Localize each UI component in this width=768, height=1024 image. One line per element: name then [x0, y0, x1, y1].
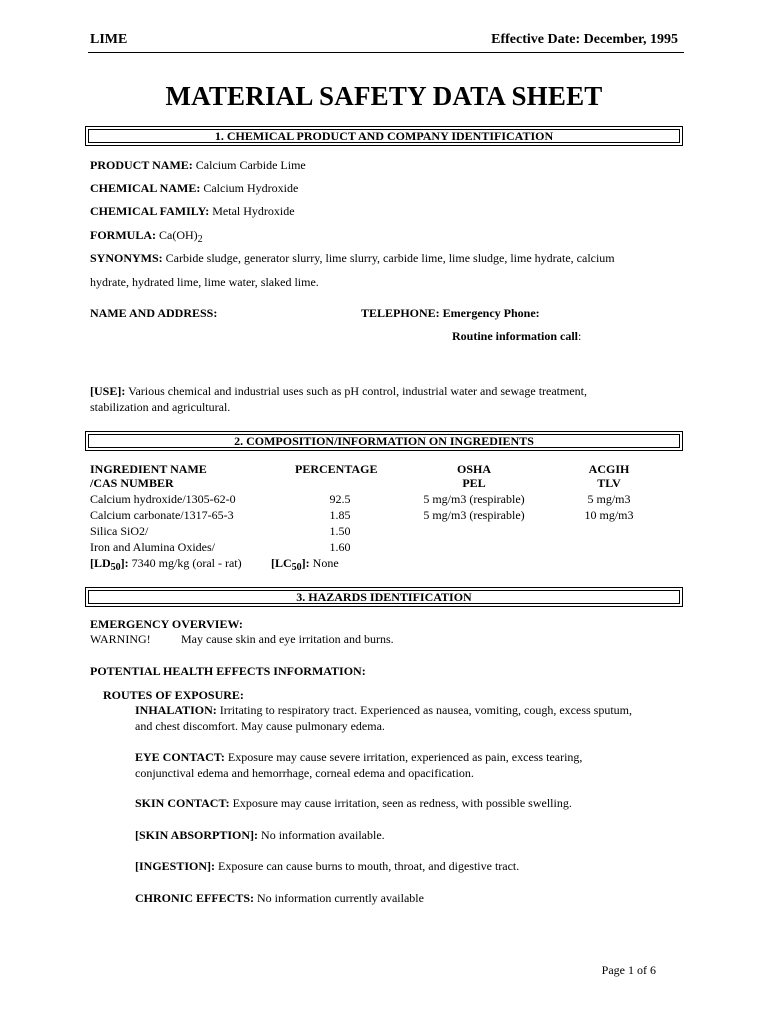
percentage-cell: 1.60	[329, 540, 351, 554]
percentage-cell: 1.85	[329, 508, 351, 522]
skin-contact-row	[135, 796, 572, 810]
emergency-overview-heading: EMERGENCY OVERVIEW:	[90, 617, 243, 631]
lc50-value: None	[312, 556, 339, 570]
skin-absorption-text: No information available.	[261, 828, 385, 842]
page-number: Page 1 of 6	[601, 963, 656, 977]
formula-value: $Ca(OH)_2$	[159, 228, 203, 245]
col-percentage-header: PERCENTAGE	[295, 462, 378, 476]
warning-text: May cause skin and eye irritation and burns.	[181, 632, 394, 646]
percentage-cell: 92.5	[329, 492, 351, 506]
name-address-label: NAME AND ADDRESS:	[90, 306, 218, 320]
product-name-label: PRODUCT NAME:	[90, 158, 193, 172]
header-rule	[88, 52, 684, 53]
potential-health-heading: POTENTIAL HEALTH EFFECTS INFORMATION:	[90, 664, 366, 678]
product-name-value: Calcium Carbide Lime	[195, 158, 306, 172]
chemical-family-value: Metal Hydroxide	[212, 204, 295, 218]
inhalation-text-line1: Irritating to respiratory tract. Experienced as nausea, vomiting, cough, excess sputum,	[219, 703, 633, 717]
ingestion-text: Exposure can cause burns to mouth, throat, and digestive tract.	[218, 859, 520, 873]
osha-cell: 5 mg/m3 (respirable)	[423, 492, 525, 506]
routine-call-label: Routine information call	[452, 329, 578, 343]
telephone-label: TELEPHONE: Emergency Phone:	[361, 306, 540, 320]
inhalation-text-line2: and chest discomfort. May cause pulmonary edema.	[135, 719, 385, 733]
eye-contact-row	[135, 750, 582, 764]
formula-label: FORMULA:	[90, 228, 156, 242]
chemical-family-label: CHEMICAL FAMILY:	[90, 204, 210, 218]
ingredient-cell: Iron and Alumina Oxides/	[90, 540, 215, 554]
tlv-cell: 5 mg/m3	[587, 492, 631, 506]
chemical-name-label: CHEMICAL NAME:	[90, 181, 201, 195]
chemical-family-row	[90, 204, 295, 218]
eye-contact-label: EYE CONTACT:	[135, 750, 225, 764]
skin-absorption-label: [SKIN ABSORPTION]:	[135, 828, 259, 842]
ingredient-cell: Calcium hydroxide/1305-62-0	[90, 492, 236, 506]
ld50-label: $[LD_{50}]$:	[90, 556, 129, 573]
ld50-value: 7340 mg/kg (oral - rat)	[131, 556, 242, 570]
eye-contact-text-line2: conjunctival edema and hemorrhage, corneal edema and opacification.	[135, 766, 474, 780]
section-3-heading: 3. HAZARDS IDENTIFICATION	[88, 590, 680, 604]
col-ingredient-header: INGREDIENT NAME	[90, 462, 207, 476]
synonyms-label: SYNONYMS:	[90, 251, 163, 265]
col-tlv-header: TLV	[597, 476, 621, 490]
chemical-name-value: Calcium Hydroxide	[203, 181, 299, 195]
chronic-effects-label: CHRONIC EFFECTS:	[135, 891, 255, 905]
inhalation-row	[135, 703, 632, 717]
skin-absorption-row	[135, 828, 385, 842]
use-row	[90, 384, 587, 398]
ld50-row	[90, 556, 242, 574]
product-header: LIME	[90, 32, 128, 47]
section-3-box	[85, 587, 683, 607]
effective-date: Effective Date: December, 1995	[491, 32, 678, 47]
percentage-cell: 1.50	[329, 524, 351, 538]
ingredient-cell: Calcium carbonate/1317-65-3	[90, 508, 234, 522]
use-text-line2: stabilization and agricultural.	[90, 400, 231, 414]
ingestion-label: [INGESTION]:	[135, 859, 216, 873]
lc50-label: $[LC_{50}]$:	[271, 556, 310, 573]
synonyms-value-line2: hydrate, hydrated lime, lime water, slaked lime.	[90, 275, 319, 289]
col-acgih-header: ACGIH	[588, 462, 630, 476]
eye-contact-text-line1: Exposure may cause severe irritation, experienced as pain, excess tearing,	[227, 750, 583, 764]
skin-contact-text: Exposure may cause irritation, seen as redness, with possible swelling.	[232, 796, 572, 810]
col-cas-header: /CAS NUMBER	[90, 476, 174, 490]
skin-contact-label: SKIN CONTACT:	[135, 796, 230, 810]
col-osha-header: OSHA	[456, 462, 491, 476]
tlv-cell: 10 mg/m3	[584, 508, 634, 522]
section-1-heading: 1. CHEMICAL PRODUCT AND COMPANY IDENTIFICATION	[88, 129, 680, 143]
routes-heading: ROUTES OF EXPOSURE:	[103, 688, 244, 702]
routine-call-colon: :	[578, 329, 582, 343]
use-text-line1: Various chemical and industrial uses such as pH control, industrial water and sewage treatment,	[128, 384, 588, 398]
formula-row	[90, 228, 203, 246]
warning-label: WARNING!	[90, 632, 151, 646]
section-2-heading: 2. COMPOSITION/INFORMATION ON INGREDIENTS	[88, 434, 680, 448]
chronic-effects-text: No information currently available	[257, 891, 424, 905]
col-pel-header: PEL	[462, 476, 486, 490]
synonyms-row	[90, 251, 615, 265]
synonyms-value-line1: Carbide sludge, generator slurry, lime slurry, carbide lime, lime sludge, lime hydrate, calcium	[165, 251, 615, 265]
use-label: [USE]:	[90, 384, 126, 398]
osha-cell: 5 mg/m3 (respirable)	[423, 508, 525, 522]
ingredient-cell: Silica SiO2/	[90, 524, 149, 538]
chemical-name-row	[90, 181, 298, 195]
lc50-row	[271, 556, 339, 574]
chronic-effects-row	[135, 891, 424, 905]
ingestion-row	[135, 859, 519, 873]
inhalation-label: INHALATION:	[135, 703, 217, 717]
section-2-box	[85, 431, 683, 451]
section-1-box	[85, 126, 683, 146]
routine-call-row	[452, 329, 581, 343]
page-title: MATERIAL SAFETY DATA SHEET	[165, 81, 603, 111]
product-name-row	[90, 158, 306, 172]
